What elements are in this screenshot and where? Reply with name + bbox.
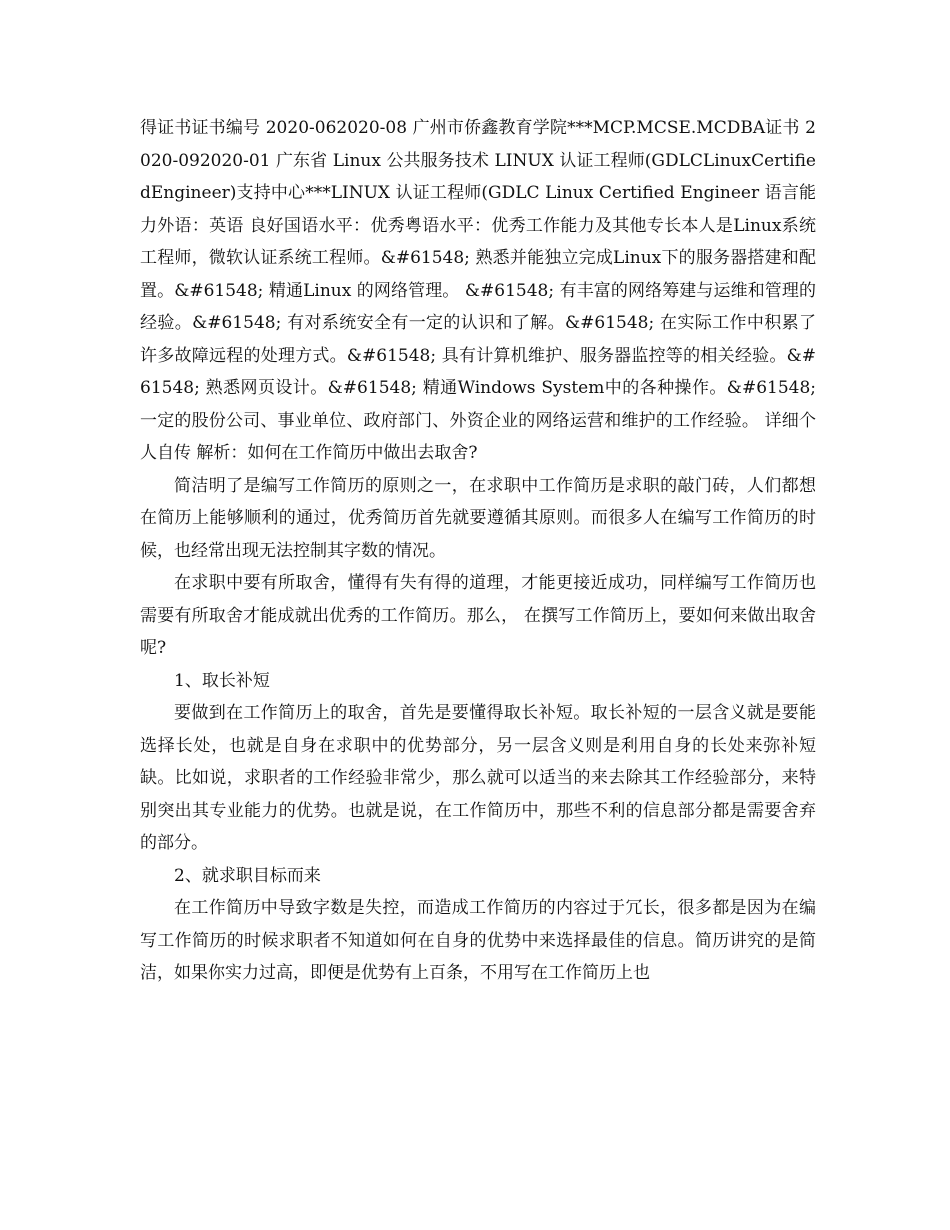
section-heading-1: 1、取长补短 [174, 670, 270, 691]
intro-paragraph: 得证书证书编号 2020-062020-08 广州市侨鑫教育学院***MCP.MCSE.MCDBA证书 2020-092020-01 广东省 Linux 公共服务技术 LINUX 认证工程师(GDLCLinuxCertifiedEngineer)支持中心***LINUX 认证工程师(GDLC Linux Certified Engineer 语言能力外语：英语 良好国语水平：优秀粤语水平：优秀工作能力及其他专长本人是Linux系统工程师，微软认证系统工程师。&#61548; 熟悉并能独立完成Linux下的服务器搭建和配置。&#61548; 精通Linux 的网络管理。 &#61548; 有丰富的网络筹建与运维和管理的经验。&#61548; 有对系统安全有一定的认识和了解。&#61548; 在实际工作中积累了许多故障远程的处理方式。&#61548; 具有计算机维护、服务器监控等的相关经验。&#61548; 熟悉网页设计。&#61548; 精通Windows System中的各种操作。&#61548; 一定的股份公司、事业单位、政府部门、外资企业的网络运营和维护的工作经验。 详细个人自传 解析：如何在工作简历中做出去取舍? [140, 118, 816, 463]
body-paragraph-1: 简洁明了是编写工作简历的原则之一，在求职中工作简历是求职的敲门砖，人们都想在简历上能够顺利的通过，优秀简历首先就要遵循其原则。而很多人在编写工作简历的时候，也经常出现无法控制其字数的情况。 [140, 475, 816, 561]
body-paragraph-3: 要做到在工作简历上的取舍，首先是要懂得取长补短。取长补短的一层含义就是要能选择长处，也就是自身在求职中的优势部分，另一层含义则是利用自身的长处来弥补短缺。比如说，求职者的工作经验非常少，那么就可以适当的来去除其工作经验部分，来特别突出其专业能力的优势。也就是说，在工作简历中，那些不利的信息部分都是需要舍弃的部分。 [140, 703, 816, 853]
section-heading-2: 2、就求职目标而来 [174, 865, 321, 886]
body-paragraph-4: 在工作简历中导致字数是失控，而造成工作简历的内容过于冗长，很多都是因为在编写工作简历的时候求职者不知道如何在自身的优势中来选择最佳的信息。简历讲究的是简洁，如果你实力过高，即便是优势有上百条，不用写在工作简历上也 [140, 898, 816, 983]
body-paragraph-2: 在求职中要有所取舍，懂得有失有得的道理，才能更接近成功，同样编写工作简历也需要有所取舍才能成就出优秀的工作简历。那么， 在撰写工作简历上，要如何来做出取舍呢? [140, 573, 816, 658]
document-page [140, 112, 816, 990]
